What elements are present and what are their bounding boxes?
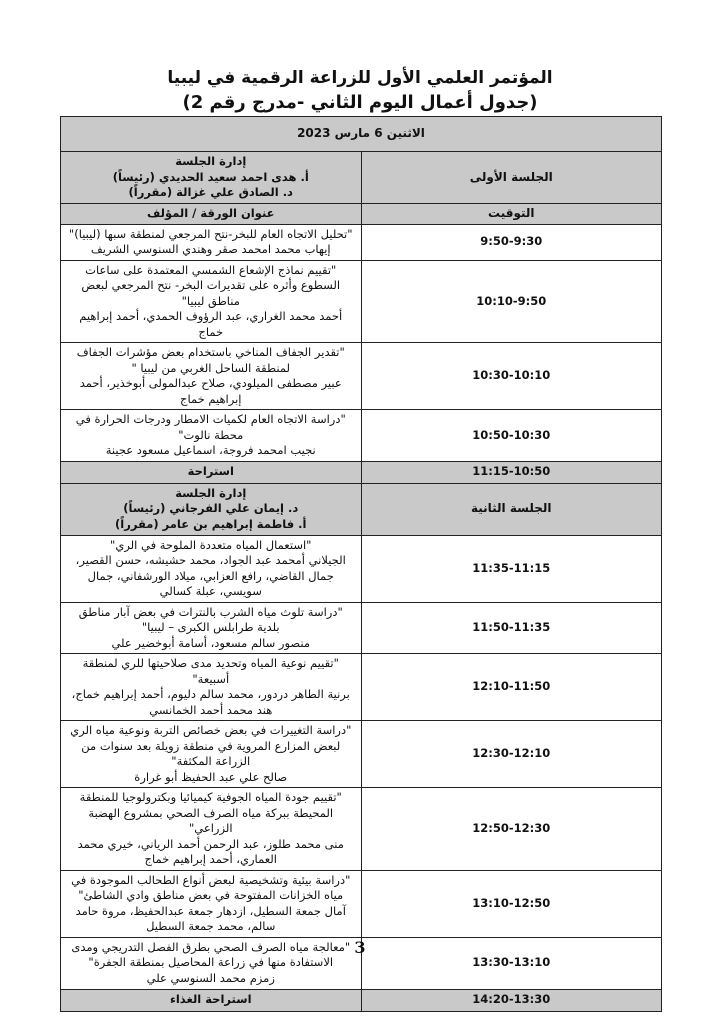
paper-title: "دراسة تلوث مياه الشرب بالنترات في بعض آبار مناطق بلدية طرابلس الكبرى – ليبيا" bbox=[78, 604, 343, 634]
paper-authors: برنية الطاهر دردور، محمد سالم دليوم، أحمد إبراهيم خماج، هند محمد أحمد الخمانسي bbox=[71, 687, 350, 717]
session1-header-row bbox=[61, 152, 662, 204]
session2-header-row bbox=[61, 483, 662, 535]
page-number: 3 bbox=[354, 938, 366, 957]
time-cell: 13:10-12:50 bbox=[361, 870, 662, 937]
table-row bbox=[61, 788, 662, 871]
session1-label: الجلسة الأولى bbox=[361, 152, 662, 204]
paper-cell bbox=[61, 654, 362, 721]
paper-authors: منى محمد طلوز، عبد الرحمن أحمد الرياني، خيري محمد العماري، أحمد إبراهيم خماج bbox=[77, 836, 344, 866]
session2-rapporteur: أ. فاطمة إبراهيم بن عامر (مقرراً) bbox=[115, 516, 307, 531]
session1-management bbox=[61, 152, 362, 204]
table-row bbox=[61, 535, 662, 602]
table-row bbox=[61, 343, 662, 410]
table-row bbox=[61, 224, 662, 260]
paper-authors: إيهاب محمد امحمد صقر وهندي السنوسي الشريف bbox=[90, 242, 331, 256]
paper-title: "دراسة الاتجاه العام لكميات الامطار ودرجات الحرارة في محطة نالوت" bbox=[75, 412, 346, 442]
session2-label: الجلسة الثانية bbox=[361, 483, 662, 535]
paper-authors: الجيلاني أمحمد عبد الجواد، محمد حشيشه، حسن القصير، جمال القاضي، رافع العزابي، ميلاد الورشفاني، جمال سويسي، عبلة كسالي bbox=[75, 553, 346, 598]
session2-mgmt-title: إدارة الجلسة bbox=[175, 485, 247, 500]
paper-cell bbox=[61, 343, 362, 410]
time-cell: 13:30-13:10 bbox=[361, 937, 662, 989]
time-cell: 11:50-11:35 bbox=[361, 602, 662, 654]
table-row bbox=[61, 602, 662, 654]
paper-title: "دراسة بيئية وتشخيصية لبعض أنواع الطحالب الموجودة في مياه الخزانات المفتوحة في بعض مناطق وادي الشاطئ" bbox=[71, 872, 351, 902]
paper-authors: منصور سالم مسعود، أسامة أبوخضير علي bbox=[111, 635, 311, 650]
paper-title: "تحليل الاتجاه العام للبخر-نتح المرجعي لمنطقة سبها (ليبيا)" bbox=[68, 226, 353, 241]
session2-chair: د. إيمان علي الفرجاني (رئيساً) bbox=[123, 501, 299, 516]
paper-authors: نجيب امحمد فروجة، اسماعيل مسعود عجينة bbox=[105, 443, 316, 457]
date-row bbox=[61, 117, 662, 152]
paper-title: "دراسة التغييرات في بعض خصائص التربة ونوعية مياه الري لبعض المزارع المروية في منطقة زويلة بعد سنوات من الزراعة المكثفة" bbox=[70, 723, 352, 768]
paper-title: "معالجة مياه الصرف الصحي بطرق الفصل التدريجي ومدى الاستفادة منها في زراعة المحاصيل بمنطقة الجفرة" bbox=[71, 939, 351, 970]
paper-title: "تقييم جودة المياه الجوفية كيميائيا وبكترولوجيا للمنطقة المحيطة ببركة مياه الصرف الصحي بمشروع الهضبة الزراعي" bbox=[79, 790, 342, 835]
session1-chair: أ. هدى احمد سعيد الحديدي (رئيساً) bbox=[112, 169, 309, 184]
paper-cell bbox=[61, 535, 362, 602]
paper-title: "تقدير الجفاف المناخي باستخدام بعض مؤشرات الجفاف لمنطقة الساحل الغربي من ليبيا " bbox=[76, 345, 345, 375]
paper-cell bbox=[61, 602, 362, 654]
paper-cell bbox=[61, 788, 362, 871]
break-time: 14:20-13:30 bbox=[361, 989, 662, 1011]
time-cell: 10:50-10:30 bbox=[361, 410, 662, 462]
table-row bbox=[61, 654, 662, 721]
paper-authors: عبير مصطفى الميلودي، صلاح عبدالمولى أبوخذير، أحمد إبراهيم خماج bbox=[79, 376, 342, 406]
header-time: التوقيت bbox=[361, 204, 662, 225]
time-cell: 12:30-12:10 bbox=[361, 721, 662, 788]
break-label: استراحة الغذاء bbox=[61, 989, 362, 1011]
paper-cell bbox=[61, 260, 362, 343]
session1-rapporteur: د. الصادق علي غزالة (مقرراً) bbox=[128, 185, 293, 200]
table-row bbox=[61, 721, 662, 788]
paper-authors: زمزم محمد السنوسي علي bbox=[146, 970, 275, 985]
paper-cell bbox=[61, 721, 362, 788]
paper-authors: آمال جمعة السطيل، ازدهار جمعة عبدالحفيظ، مروة حامد سالم، محمد جمعة السطيل bbox=[75, 903, 346, 933]
page-subtitle: (جدول أعمال اليوم الثاني -مدرج رقم 2) bbox=[182, 92, 538, 113]
paper-authors: صالح علي عبد الحفيظ أبو غرارة bbox=[134, 769, 288, 784]
time-cell: 10:10-9:50 bbox=[361, 260, 662, 343]
time-cell: 11:35-11:15 bbox=[361, 535, 662, 602]
paper-title: "تقييم نماذج الإشعاع الشمسي المعتمدة على ساعات السطوع وأثره على تقديرات البخر- نتح المرجعي لبعض مناطق ليبيا" bbox=[81, 262, 341, 308]
session2-management bbox=[61, 483, 362, 535]
paper-title: "استعمال المياه متعددة الملوحة في الري" bbox=[110, 537, 312, 552]
header-paper: عنوان الورقة / المؤلف bbox=[61, 204, 362, 225]
paper-title: "تقييم نوعية المياه وتحديد مدى صلاحيتها للري لمنطقة أسبيعة" bbox=[82, 656, 339, 686]
table-row bbox=[61, 410, 662, 462]
session1-mgmt-title: إدارة الجلسة bbox=[175, 154, 247, 169]
break-label: استراحة bbox=[61, 461, 362, 483]
paper-authors: أحمد محمد الغراري، عبد الرؤوف الحمدي، أحمد إبراهيم خماج bbox=[79, 309, 343, 339]
time-cell: 10:30-10:10 bbox=[361, 343, 662, 410]
paper-cell bbox=[61, 410, 362, 462]
column-header-row bbox=[61, 204, 662, 225]
time-cell: 12:10-11:50 bbox=[361, 654, 662, 721]
lunch-break-row bbox=[61, 989, 662, 1011]
paper-cell bbox=[61, 224, 362, 260]
date-cell: الاثنين 6 مارس 2023 bbox=[61, 117, 662, 152]
time-cell: 12:50-12:30 bbox=[361, 788, 662, 871]
break-row bbox=[61, 461, 662, 483]
table-row bbox=[61, 260, 662, 343]
break-time: 11:15-10:50 bbox=[361, 461, 662, 483]
schedule-table bbox=[60, 116, 662, 1012]
paper-cell bbox=[61, 870, 362, 937]
table-row bbox=[61, 870, 662, 937]
page-title: المؤتمر العلمي الأول للزراعة الرقمية في ليبيا bbox=[167, 68, 553, 88]
time-cell: 9:50-9:30 bbox=[361, 224, 662, 260]
